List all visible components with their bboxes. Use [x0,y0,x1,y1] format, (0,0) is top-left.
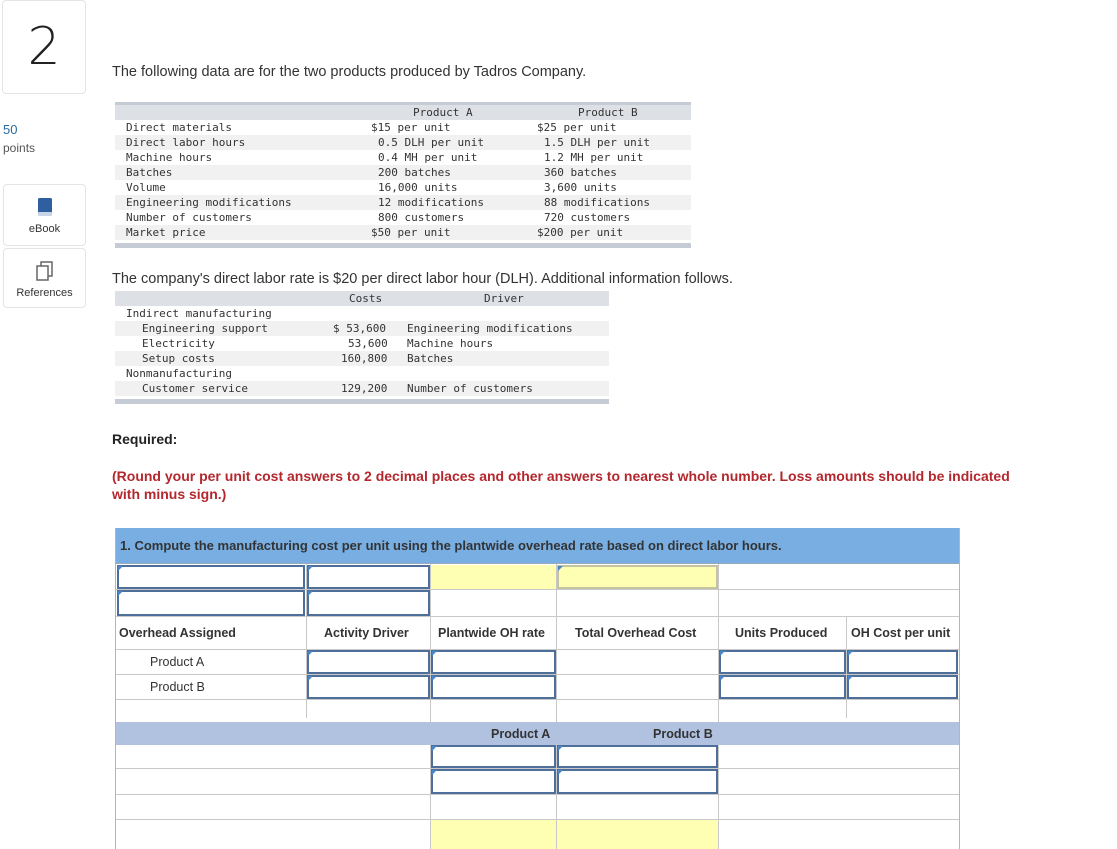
grid-line [116,616,959,617]
row-label: Setup costs [142,352,215,365]
grid-line [116,794,959,795]
row-value-a: $15 per unit [371,121,451,134]
row-value-a: $50 per unit [371,226,451,239]
table-row [115,366,609,381]
highlighted-cell [431,565,556,589]
oh-rate-input-b[interactable] [431,675,556,699]
row-label: Engineering modifications [126,196,292,209]
row-label: Electricity [142,337,215,350]
table-row [115,336,609,351]
row-value-a: 800 customers [378,211,465,224]
row-label: Nonmanufacturing [126,367,232,380]
row-value-b: 1.2 MH per unit [544,151,644,164]
row-cost: 53,600 [348,337,388,350]
table-row [115,306,609,321]
row-value-b: 3,600 units [544,181,617,194]
table-row [115,120,691,135]
ebook-button[interactable] [3,184,86,246]
header-driver: Driver [484,292,524,305]
cost-input-a-row2[interactable] [431,769,556,794]
header-costs: Costs [349,292,383,305]
row-cost: 129,200 [341,382,388,395]
row-value-b: 88 modifications [544,196,650,209]
oh-cost-per-unit-input-b[interactable] [847,675,958,699]
row-label: Market price [126,226,206,239]
row-value-b: $25 per unit [537,121,617,134]
required-label: Required: [112,431,178,447]
grid-title: 1. Compute the manufacturing cost per unit using the plantwide overhead rate based on direct labor hours. [116,528,959,564]
units-produced-input-b[interactable] [719,675,846,699]
grid-line [556,564,557,849]
points-info [3,121,35,157]
cost-input-a-row1[interactable] [431,745,556,768]
references-button[interactable] [3,248,86,308]
row-label: Machine hours [126,151,213,164]
oh-cost-per-unit-input-a[interactable] [847,650,958,674]
row-label-product-b: Product B [150,680,205,694]
product-table-header [115,105,691,120]
col-overhead-assigned: Overhead Assigned [119,626,236,640]
table-row [115,210,691,225]
activity-driver-input-a[interactable] [307,650,430,674]
row-label-product-a: Product A [150,655,205,669]
row-cost: 160,800 [341,352,388,365]
value-input-row1[interactable] [307,565,430,589]
row-driver: Batches [407,352,454,365]
row-value-a: 0.4 MH per unit [378,151,478,164]
grid-product-a-header: Product A [491,727,551,741]
col-units-produced: Units Produced [735,626,828,640]
row-value-a: 16,000 units [378,181,458,194]
row-label: Direct labor hours [126,136,246,149]
intro-text: The following data are for the two products produced by Tadros Company. [112,64,587,80]
grid-line [430,564,431,849]
points-value: 50 [3,122,18,137]
total-cell-product-a [431,820,556,849]
label-input-row1[interactable] [117,565,305,589]
row-value-b: 1.5 DLH per unit [544,136,650,149]
row-label: Indirect manufacturing [126,307,272,320]
row-driver: Engineering modifications [407,322,573,335]
highlighted-input-row1[interactable] [557,565,718,589]
units-produced-input-a[interactable] [719,650,846,674]
grid-product-b-header: Product B [653,727,713,741]
table-row [115,195,691,210]
table-row [115,351,609,366]
row-value-a: 200 batches [378,166,451,179]
product-data-table [115,102,691,248]
table-row [115,321,609,336]
row-label: Number of customers [126,211,252,224]
labor-info-text: The company's direct labor rate is $20 per direct labor hour (DLH). Additional information follows. [112,271,733,287]
row-driver: Machine hours [407,337,494,350]
table-row [115,225,691,240]
book-icon [37,197,53,217]
value-input-row2[interactable] [307,590,430,616]
question-number: 2 [2,0,86,94]
table-row [115,381,609,396]
table-row [115,135,691,150]
header-product-a: Product A [413,106,473,119]
row-driver: Number of customers [407,382,533,395]
row-value-b: $200 per unit [537,226,624,239]
points-label: points [3,141,36,155]
question-sidebar [0,0,84,849]
references-icon [36,261,54,281]
cost-input-b-row2[interactable] [557,769,718,794]
label-input-row2[interactable] [117,590,305,616]
row-label: Volume [126,181,166,194]
total-cell-product-b [557,820,718,849]
col-oh-cost-per-unit: OH Cost per unit [851,626,951,640]
row-label: Direct materials [126,121,232,134]
cost-driver-table [115,291,609,404]
row-label: Batches [126,166,173,179]
row-label: Engineering support [142,322,268,335]
col-total-overhead-cost: Total Overhead Cost [575,626,697,640]
cost-table-header [115,291,609,306]
row-value-a: 12 modifications [378,196,484,209]
table-row [115,150,691,165]
rounding-note: (Round your per unit cost answers to 2 decimal places and other answers to nearest whole number. Loss amounts should be indicated with minus sign.) [112,468,1010,502]
col-plantwide-oh-rate: Plantwide OH rate [438,626,545,640]
table-row [115,180,691,195]
cost-input-b-row1[interactable] [557,745,718,768]
row-cost: $ 53,600 [333,322,386,335]
table-row [115,165,691,180]
header-product-b: Product B [578,106,638,119]
col-activity-driver: Activity Driver [324,626,409,640]
oh-rate-input-a[interactable] [431,650,556,674]
grid-line [116,699,959,700]
answer-grid [115,528,960,849]
references-label: References [16,287,73,299]
grid-line [718,564,719,849]
ebook-label: eBook [28,223,61,235]
activity-driver-input-b[interactable] [307,675,430,699]
row-label: Customer service [142,382,248,395]
row-value-a: 0.5 DLH per unit [378,136,484,149]
row-value-b: 360 batches [544,166,617,179]
row-value-b: 720 customers [544,211,631,224]
